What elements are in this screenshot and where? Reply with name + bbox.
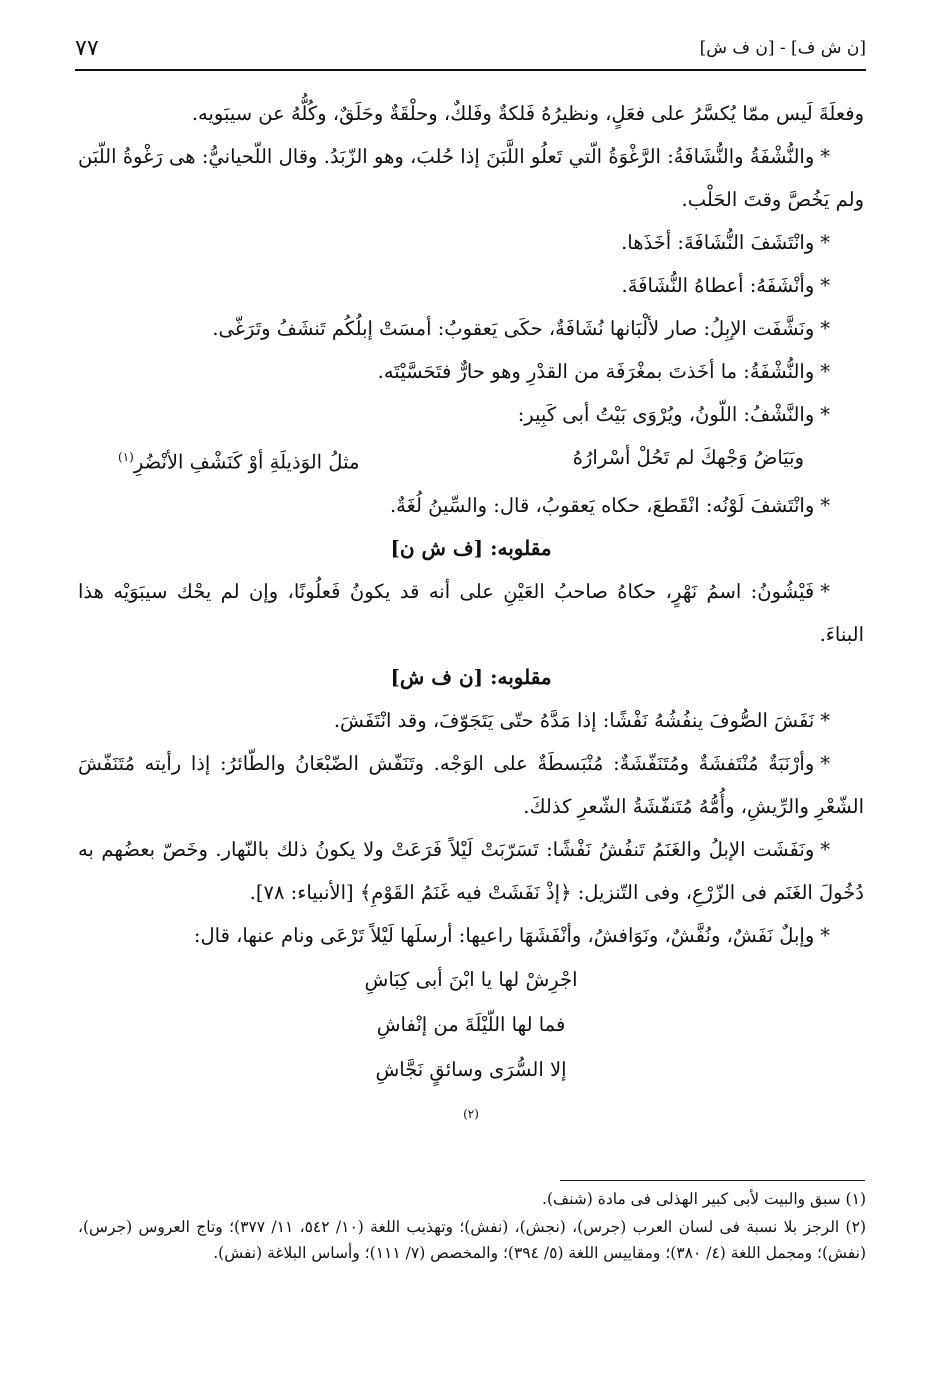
footnote-rule <box>560 1180 865 1181</box>
footnote-mark: (٢) <box>463 1106 479 1121</box>
entry-paragraph: *وأنْشَفَهُ: أعطاهُ النُّشَافَةَ. <box>621 274 830 297</box>
rajaz-line: فما لها اللّيْلَةَ من إنْفاشِ <box>376 1012 566 1036</box>
entry-paragraph: *والنَّشْفُ: اللّونُ، ويُرْوَى بَيْتُ أبى كَبِير: <box>517 403 830 426</box>
poetry-verse <box>78 436 864 484</box>
page-header <box>75 38 866 72</box>
footnote-mark: (١) <box>118 450 134 464</box>
entry-paragraph: *ونَشَّفَت الإبِلُ: صار لألْبَانها نُشَافَةٌ، حكَى يَعقوبُ: أمسَتْ إبلُكُم تَنشَفُ وتَرَغّى. <box>212 317 830 340</box>
entry-paragraph: *فَيْشُونُ: اسمُ نَهْرٍ، حكاهُ صاحبُ العَيْنِ على أنه قد يكونُ فَعلُونًا، وإن لم يحْك سيبَوَيْه هذا البناءَ. <box>78 579 864 646</box>
header-roots: [ن ش ف] - [ن ف ش] <box>699 38 866 58</box>
footnote: (٢) الرجز بلا نسبة فى لسان العرب (جرس)، (نجش)، (نفش)؛ وتهذيب اللغة (١٠/ ٥٤٢، ١١/ ٣٧٧)؛ وتاج العروس (جرس)، (نفش)؛ ومجمل اللغة (٤/ ٣٨٠)؛ ومقاييس اللغة (٥/ ٣٩٤)؛ والمخصص (٧/ ١١١)؛ وأساس البلاغة (نفش). <box>78 1218 866 1262</box>
paragraph: وفعلَةَ لَيس ممّا يُكسَّرُ على فعَلٍ، ونظيرُهُ فَلكةٌ وفَلكٌ، وحلْقَةٌ وحَلَقٌ، وكُلُّهُ عن سيبَويه. <box>191 102 864 125</box>
entry-paragraph: *والنُّشْفَةُ والنُّشَافَةُ: الرَّغْوَةُ الّتي تَعلُو اللَّبَنَ إذا حُلبَ، وهو الزّبَدُ. وقال اللّحيانيُّ: هى رَغْوةُ اللّبَن ولم يَخُصَّ وقتَ الحَلْب. <box>78 145 864 211</box>
rajaz-line: اجْرِشْ لها يا ابْنَ أبى كِبَاشِ <box>364 967 578 991</box>
entry-paragraph: *والنُّشْفَةُ: ما أخَذتَ بمغْرَفَة من القدْرِ وهو حارٌّ فتَحَسَّيْتَه. <box>377 360 830 383</box>
footnotes <box>78 1186 866 1268</box>
entry-paragraph: *ونَفَشَت الإبلُ والغَنَمُ تَنفُشُ نَفْشًا: تَسَرّبَتْ لَيْلاً فَرَعَتْ ولا يكونُ ذلك بالنّهار. وخَصّ بعضُهم به دُخُولَ الغَنَم فى الزّرْعِ، وفى التّنزيل: ﴿إذْ نَفَشَتْ فيه غَنَمُ القَوْمِ﴾ [الأنبياء: ٧٨]. <box>78 837 864 904</box>
verse-second-half: مثلُ الوَذيلَةِ أوْ كَنَشْفِ الأنْضُرِ$^{(١)}$ <box>118 450 360 474</box>
footnote: (١) سبق والبيت لأبى كبير الهذلى فى مادة (شنف). <box>542 1190 866 1208</box>
entry-paragraph: *وانْتَشَفَ النُّشَافَةَ: أخَذَها. <box>621 231 830 254</box>
verse-first-half: وبَيَاضُ وَجْهكَ لم تَحُلْ أسْرارُهُ <box>572 446 804 469</box>
rajaz-verses <box>78 957 864 1142</box>
header-rule <box>75 69 866 71</box>
section-heading: مقلوبه: [ف ش ن] <box>390 535 552 560</box>
page-number: ٧٧ <box>75 36 99 61</box>
main-text <box>78 92 864 1141</box>
entry-paragraph: *وإبلٌ نَفَشٌ، ونُفَّشٌ، ونَوَافشُ، وأنْفَشَهَا راعيها: أرسلَها لَيْلاً تَرْعَى ونام عنها، قال: <box>193 923 830 947</box>
section-heading: مقلوبه: [ن ف ش] <box>390 664 552 689</box>
rajaz-line: إلا السُّرَى وسائقٍ نَجَّاشِ $^{(٢)}$ <box>375 1057 567 1121</box>
entry-paragraph: *نَفَشَ الصُّوفَ ينفُشُهُ نَفْشًا: إذا مَدَّهُ حتّى يَتَجَوّفَ، وقد انْتَفَشَ. <box>333 708 830 732</box>
entry-paragraph: *وأرْنَبَةٌ مُنْتَفشَةٌ ومُتَنَفّشَةٌ: مُنْبَسطَةٌ على الوَجْه. وتَنَفّش الضّبْعَانُ والطّائرُ: إذا رأيته مُتَنَفّشَ الشّعْرِ والرِّيشِ، وأُمُّهُ مُتَنفّشَةُ الشّعرِ كذلكَ. <box>78 751 864 818</box>
entry-paragraph: *وانْتَشفَ لَوْنُه: انْقَطعَ، حكاه يَعقوبُ، قال: والسِّينُ لُغَةٌ. <box>389 493 830 517</box>
